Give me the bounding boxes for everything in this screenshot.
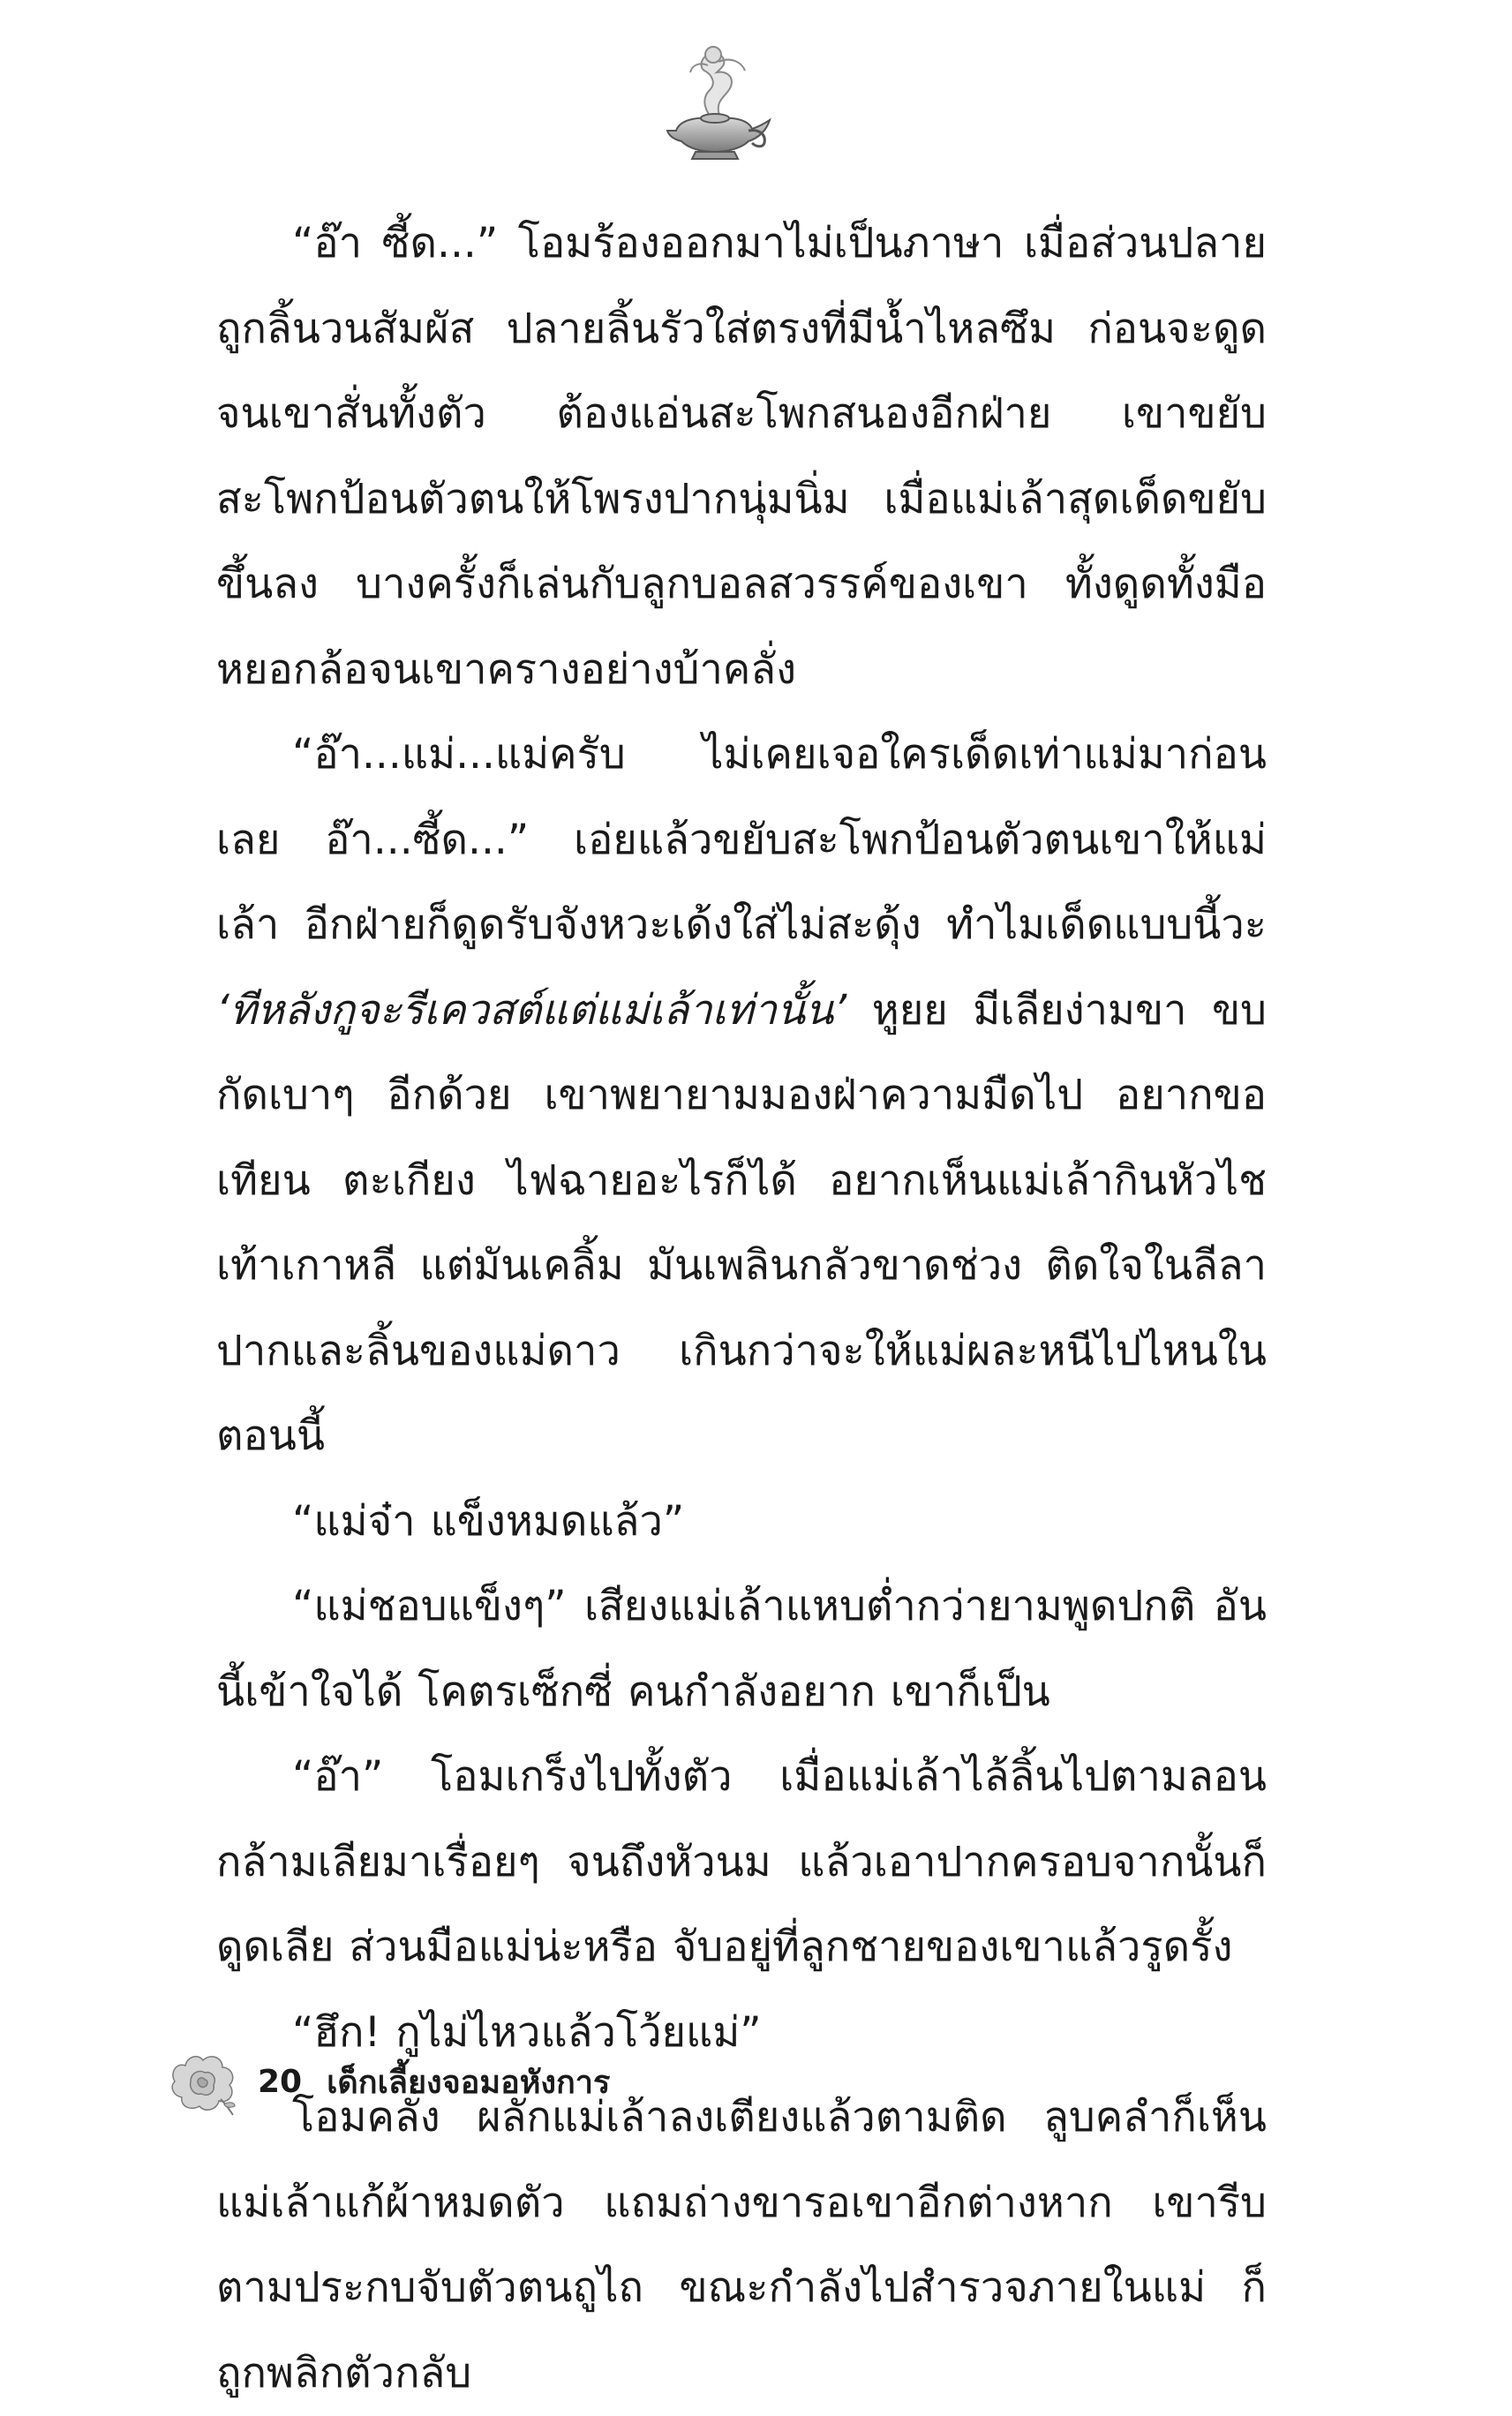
paragraph-text: “อ๊า” โอมเกร็งไปทั้งตัว เมื่อแม่เล้าไล้ลิ้นไปตามลอนกล้ามเลียมาเรื่อยๆ จนถึงหัวนม แล้วเอาปากครอบจากนั้นก็ดูดเลีย ส่วนมือแม่น่ะหรือ จับอยู่ที่ลูกชายของเขาแล้วรูดรั้ง: [216, 1752, 1267, 1971]
paragraph-text: “อ๊า ซี้ด...” โอมร้องออกมาไม่เป็นภาษา เมื่อส่วนปลายถูกลิ้นวนสัมผัส ปลายลิ้นรัวใส่ตรงที่มีน้ำไหลซึม ก่อนจะดูดจนเขาสั่นทั้งตัว ต้องแอ่นสะโพกสนองอีกฝ่าย เขาขยับสะโพกป้อนตัวตนให้โพรงปากนุ่มนิ่ม เมื่อแม่เล้าสุดเด็ดขยับขึ้นลง บางครั้งก็เล่นกับลูกบอลสวรรค์ของเขา ทั้งดูดทั้งมือหยอกล้อจนเขาครางอย่างบ้าคลั่ง: [216, 219, 1267, 694]
page-footer: [168, 2046, 610, 2117]
paragraph: [216, 1564, 1267, 1735]
paragraph-text: “แม่ชอบแข็งๆ” เสียงแม่เล้าแหบต่ำกว่ายามพูดปกติ อันนี้เข้าใจได้ โคตรเซ็กซี่ คนกำลังอยาก เขาก็เป็น: [216, 1582, 1267, 1716]
italic-text: ‘ทีหลังกูจะรีเควสต์แต่แม่เล้าเท่านั้น’: [216, 985, 847, 1035]
paragraph-text: โอมคลั่ง ผลักแม่เล้าลงเตียงแล้วตามติด ลูบคลำก็เห็นแม่เล้าแก้ผ้าหมดตัว แถมถ่างขารอเขาอีกต่างหาก เขารีบตามประกบจับตัวตนถูไถ ขณะกำลังไปสำรวจภายในแม่ ก็ถูกพลิกตัวกลับ: [216, 2093, 1267, 2397]
paragraph: [216, 1479, 1267, 1565]
genie-lamp-icon: [660, 35, 775, 168]
paragraph: [216, 2075, 1267, 2416]
paragraph: [216, 1735, 1267, 1991]
book-title: เด็กเลี้ยงจอมอหังการ: [327, 2064, 611, 2101]
page-number: 20: [258, 2063, 303, 2100]
rose-icon: [168, 2046, 238, 2117]
paragraph-text: “อ๊า...แม่...แม่ครับ ไม่เคยเจอใครเด็ดเท่าแม่มาก่อนเลย อ๊า...ซี้ด...” เอ่ยแล้วขยับสะโพกป้อนตัวตนเขาให้แม่เล้า อีกฝ่ายก็ดูดรับจังหวะเด้งใส่ไม่สะดุ้ง ทำไมเด็ดแบบนี้วะ: [216, 730, 1267, 949]
paragraph: [216, 712, 1267, 1479]
paragraph-text: หูยย มีเลียง่ามขา ขบกัดเบาๆ อีกด้วย เขาพยายามมองฝ่าความมืดไป อยากขอเทียน ตะเกียง ไฟฉายอะไรก็ได้ อยากเห็นแม่เล้ากินหัวไชเท้าเกาหลี แต่มันเคลิ้ม มันเพลินกลัวขาดช่วง ติดใจในลีลาปากและลิ้นของแม่ดาว เกินกว่าจะให้แม่ผละหนีไปไหนในตอนนี้: [216, 985, 1267, 1460]
paragraph-text: “ฮึก! กูไม่ไหวแล้วโว้ยแม่”: [292, 2007, 762, 2057]
paragraph: [216, 201, 1267, 712]
paragraph-text: “แม่จ๋า แข็งหมดแล้ว”: [292, 1496, 685, 1546]
